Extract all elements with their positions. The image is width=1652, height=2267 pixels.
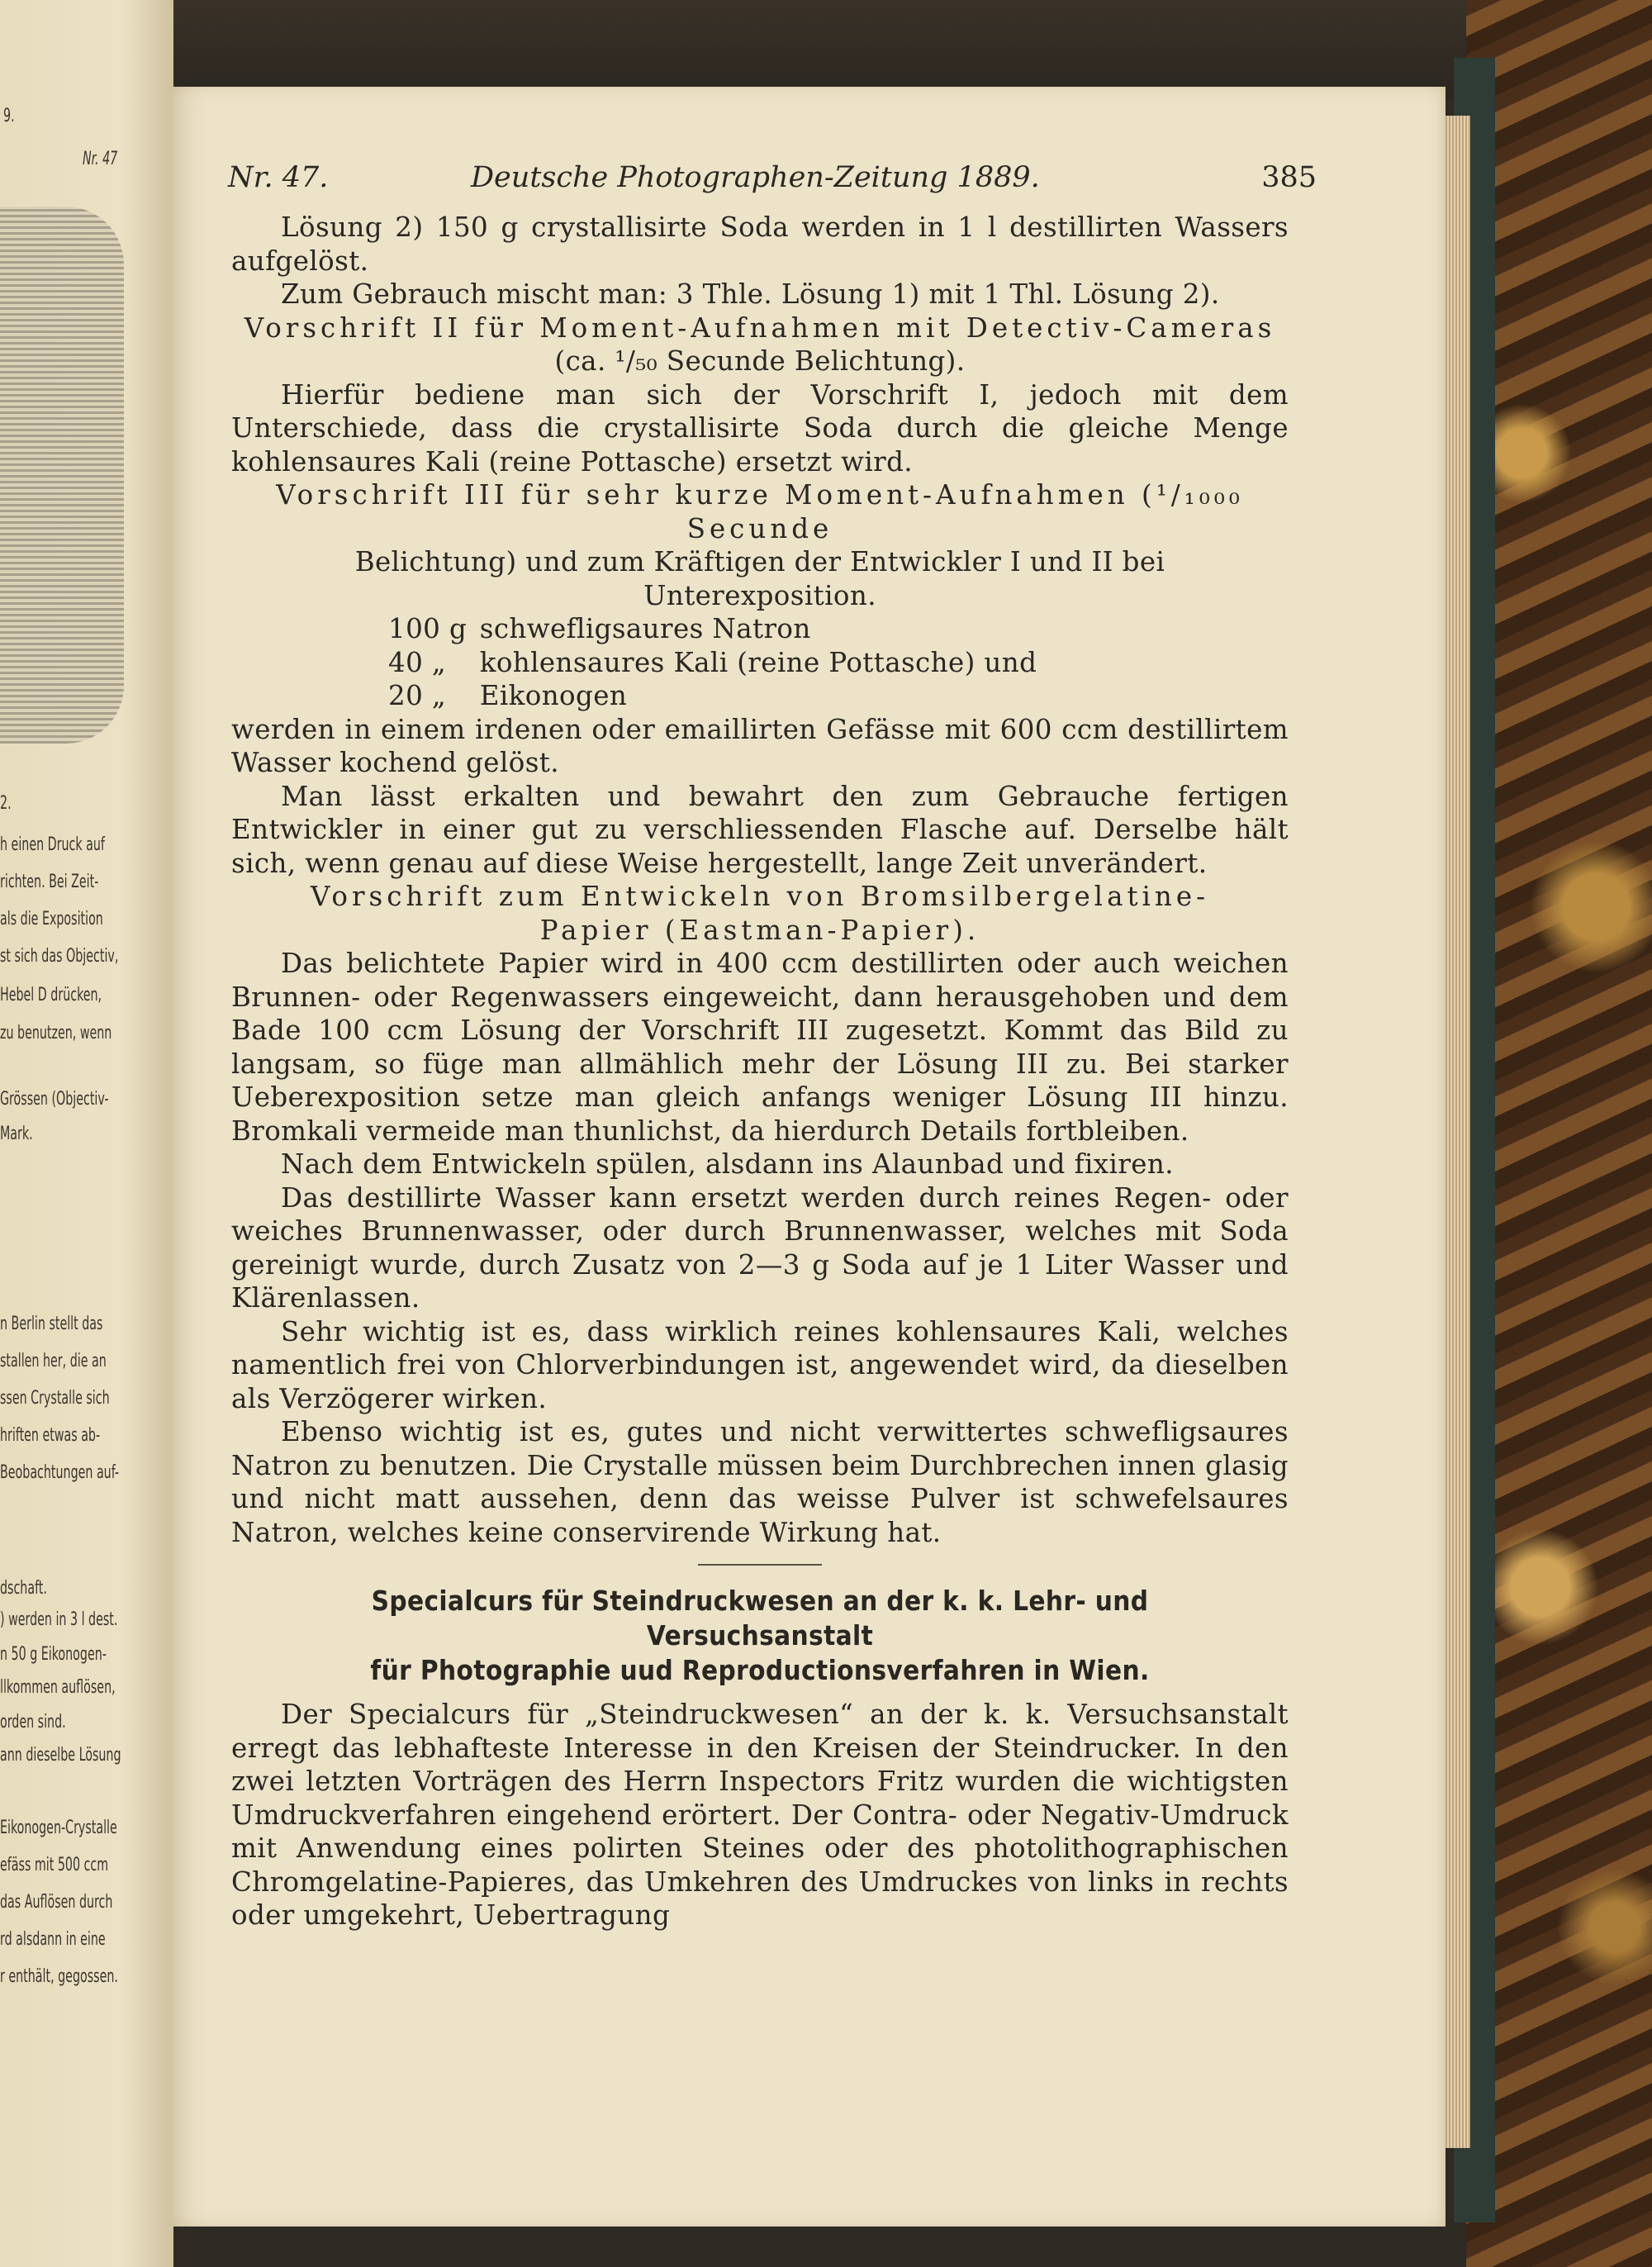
section-title-line: Specialcurs für Steindruckwesen an der k. k. Lehr- und Versuchsanstalt [371, 1585, 1149, 1652]
left-page-text-fragment: st sich das Objectiv, [0, 946, 119, 967]
subheading-line: Papier (Eastman-Papier). [539, 914, 980, 946]
left-page-text-fragment: llkommen auflösen, [0, 1677, 116, 1698]
paragraph: Sehr wichtig ist es, dass wirklich reines kohlensaures Kali, welches namentlich frei von Chlorverbindungen ist, angewendet wird, da dieselben als Verzögerer wirken. [231, 1315, 1289, 1414]
paragraph: Der Specialcurs für „Steindruckwesen“ an der k. k. Versuchsanstalt erregt das lebhafteste Interesse in den Kreisen der Steindrucker. In den zwei letzten Vorträgen des Herrn Inspectors Fritz wurden die wichtigsten Umdruckverfahren eingehend erörtert. Der Contra- oder Negativ-Umdruck mit Anwendung eines polirten Steines oder des photolithographischen Chromgelatine-Papieres, das Umkehren des Umdruckes von links in rechts oder umgekehrt, Uebertragung [231, 1699, 1289, 1931]
recipe-quantity: 100 g [388, 613, 468, 644]
left-page-text-fragment: ssen Crystalle sich [0, 1388, 110, 1409]
left-corner-number: 9. [3, 106, 15, 126]
page-number: 385 [1261, 161, 1317, 194]
article-body [231, 211, 1289, 1932]
left-corner-nr: Nr. 47 [83, 149, 118, 169]
paragraph: Ebenso wichtig ist es, gutes und nicht verwittertes schwefligsaures Natron zu benutzen. Die Crystalle müssen beim Durchbrechen innen glasig und nicht matt aussehen, denn das weisse Pulver ist schwefelsaures Natron, welches keine conservirende Wirkung hat. [231, 1416, 1289, 1548]
recipe-quantity: 20 „ [388, 680, 447, 711]
subheading-line: Vorschrift zum Entwickeln von Bromsilbergelatine- [310, 881, 1210, 912]
paragraph: Das belichtete Papier wird in 400 ccm destillirten oder auch weichen Brunnen- oder Regenwassers eingeweicht, dann herausgehoben und dem Bade 100 ccm Lösung der Vorschrift III zugesetzt. Kommt das Bild zu langsam, so füge man allmählich mehr der Lösung III zu. Bei starker Ueberexposition setze man gleich anfangs weniger Lösung III hinzu. Bromkali vermeide man thunlichst, da hierdurch Details fortbleiben. [231, 948, 1289, 1147]
paragraph: Zum Gebrauch mischt man: 3 Thle. Lösung 1) mit 1 Thl. Lösung 2). [281, 278, 1220, 310]
subheading-line: (ca. ¹/₅₀ Secunde Belichtung). [554, 345, 966, 377]
recipe-quantity: 40 „ [388, 646, 447, 678]
left-page-text-fragment: stallen her, die an [0, 1351, 107, 1371]
left-page-text-fragment: Mark. [0, 1124, 33, 1144]
issue-number: Nr. 47. [228, 161, 329, 194]
page-content [228, 161, 1317, 1932]
recipe-ingredient: Eikonogen [479, 680, 628, 711]
left-page-text-fragment: Grössen (Objectiv- [0, 1089, 109, 1110]
left-page-text-fragment: Eikonogen-Crystalle [0, 1818, 117, 1838]
left-page-text-fragment: efäss mit 500 ccm [0, 1855, 109, 1875]
left-page-text-fragment: zu benutzen, wenn [0, 1023, 112, 1043]
camera-illustration [0, 207, 124, 744]
section-divider [698, 1564, 822, 1566]
paragraph: Nach dem Entwickeln spülen, alsdann ins Alaunbad und fixiren. [281, 1148, 1174, 1180]
recipe-line [388, 646, 1289, 680]
left-page-text-fragment: n Berlin stellt das [0, 1314, 103, 1334]
left-page-text-fragment: n 50 g Eikonogen- [0, 1644, 107, 1665]
section-title-line: für Photographie uud Reproductionsverfahren in Wien. [370, 1654, 1150, 1686]
left-page-text-fragment: ann dieselbe Lösung [0, 1745, 121, 1766]
paragraph: werden in einem irdenen oder emaillirten Gefässe mit 600 ccm destillirtem Wasser kochend gelöst. [231, 713, 1289, 778]
left-page-text-fragment: Beobachtungen auf- [0, 1462, 119, 1483]
subheading-line: Unterexposition. [643, 579, 876, 611]
journal-title: Deutsche Photographen-Zeitung 1889. [471, 161, 1040, 194]
left-page-text-fragment: r enthält, gegossen. [0, 1966, 118, 1987]
paragraph: Man lässt erkalten und bewahrt den zum Gebrauche fertigen Entwickler in einer gut zu verschliessenden Flasche auf. Derselbe hält sich, wenn genau auf diese Weise hergestellt, lange Zeit unverändert. [231, 780, 1289, 879]
subheading-line: Belichtung) und zum Kräftigen der Entwickler I und II bei [354, 546, 1165, 577]
left-page-text-fragment: rd alsdann in eine [0, 1929, 106, 1950]
subheading [231, 311, 1289, 378]
subheading-line: Vorschrift III für sehr kurze Moment-Aufnahmen (¹/₁₀₀₀ Secunde [276, 479, 1244, 544]
left-page-text-fragment: richten. Bei Zeit- [0, 872, 99, 892]
paragraph: Hierfür bediene man sich der Vorschrift I, jedoch mit dem Unterschiede, dass die crystallisirte Soda durch die gleiche Menge kohlensaures Kali (reine Pottasche) ersetzt wird. [231, 378, 1289, 478]
paragraph: Das destillirte Wasser kann ersetzt werden durch reines Regen- oder weiches Brunnenwasser, oder durch Brunnenwasser, welches mit Soda gereinigt wurde, durch Zusatz von 2—3 g Soda auf je 1 Liter Wasser und Klärenlassen. [231, 1181, 1289, 1314]
left-page-text-fragment: als die Exposition [0, 909, 103, 929]
recipe-ingredient: kohlensaures Kali (reine Pottasche) und [479, 646, 1037, 678]
paragraph: Lösung 2) 150 g crystallisirte Soda werden in 1 l destillirten Wassers aufgelöst. [231, 211, 1289, 277]
left-page-fragment [0, 0, 173, 2267]
left-page-text-fragment: orden sind. [0, 1712, 66, 1732]
recipe-ingredient: schwefligsaures Natron [479, 613, 811, 644]
section-title [284, 1584, 1236, 1688]
recipe-line [388, 612, 1289, 646]
running-header [228, 161, 1317, 211]
subheading [231, 478, 1289, 612]
left-page-text-fragment: h einen Druck auf [0, 834, 105, 855]
left-page-text-fragment: 2. [0, 793, 12, 814]
subheading [231, 880, 1289, 947]
left-page-text-fragment: das Auflösen durch [0, 1892, 113, 1913]
background-shadow [0, 0, 1652, 99]
left-page-text-fragment: ) werden in 3 l dest. [0, 1609, 118, 1630]
subheading-line: Vorschrift II für Moment-Aufnahmen mit Detectiv-Cameras [244, 311, 1276, 344]
left-page-text-fragment: Hebel D drücken, [0, 985, 102, 1005]
left-page-text-fragment: dschaft. [0, 1578, 47, 1599]
left-page-text-fragment: hriften etwas ab- [0, 1425, 101, 1446]
recipe-line [388, 679, 1289, 713]
